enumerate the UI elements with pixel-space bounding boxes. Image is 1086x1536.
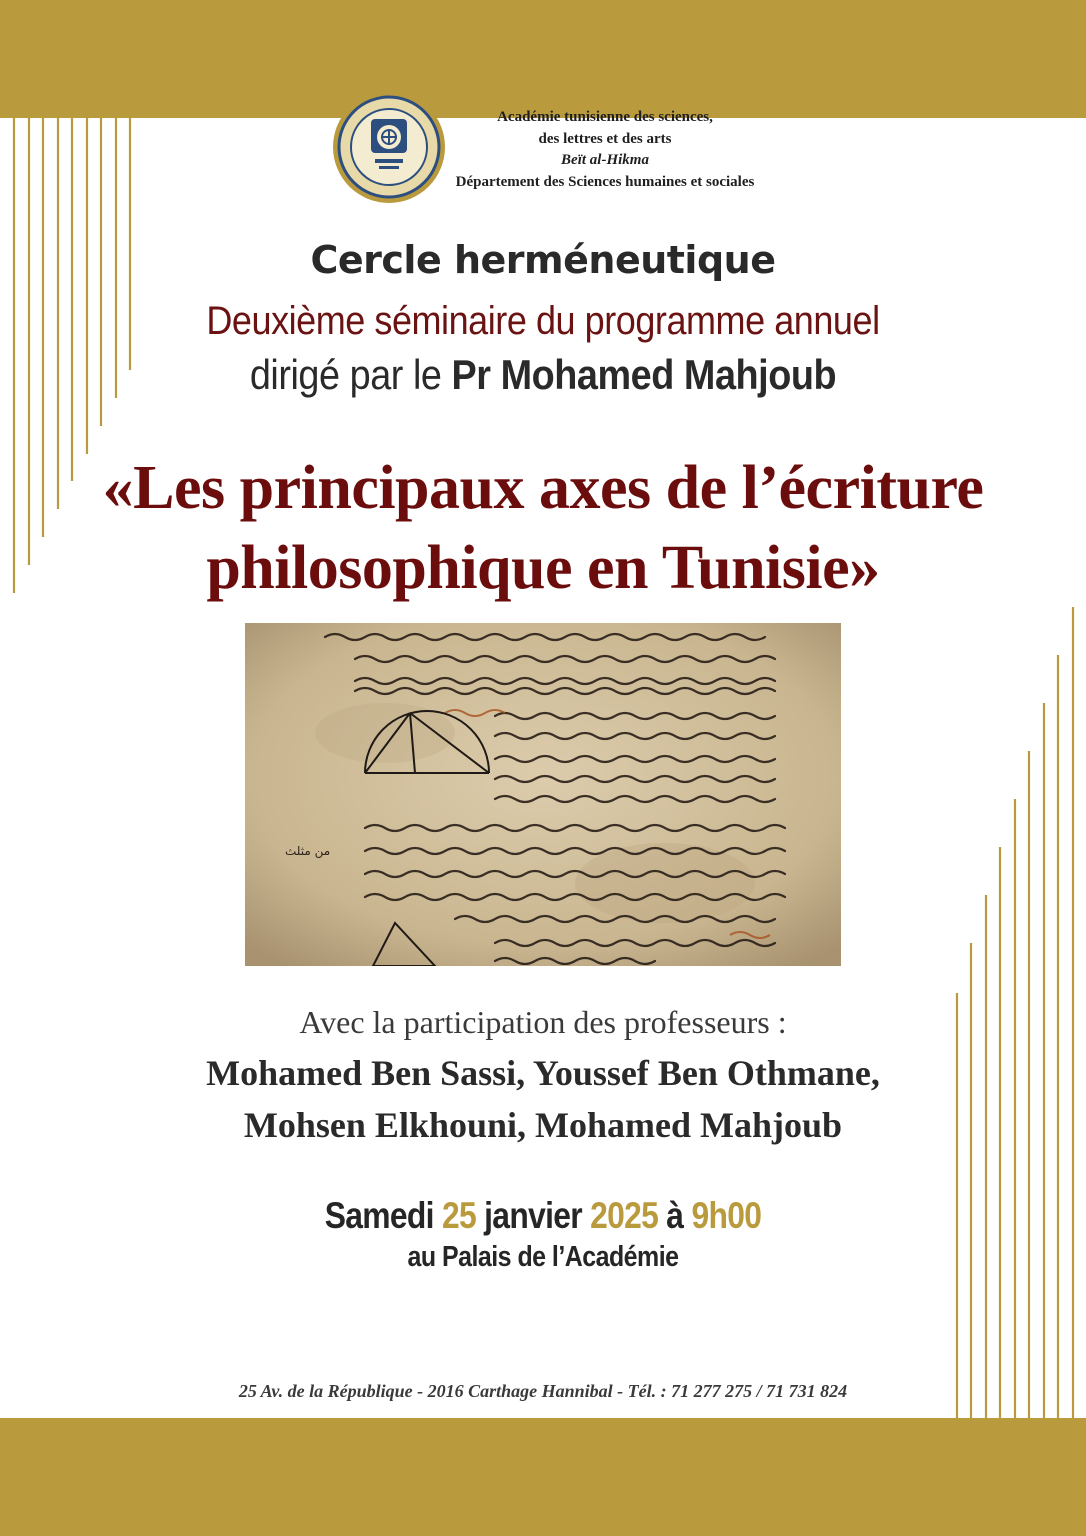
institution-block <box>440 107 770 193</box>
participants-line1: Mohamed Ben Sassi, Youssef Ben Othmane, <box>206 1053 880 1093</box>
seminar-subtitle: Deuxième séminaire du programme annuel <box>206 299 880 343</box>
director-name: Pr Mohamed Mahjoub <box>451 351 837 398</box>
top-gold-band <box>0 0 1086 118</box>
academy-seal-logo <box>331 89 447 205</box>
seminar-title-line1: «Les principaux axes de l’écriture <box>102 454 984 522</box>
department-name: Département des Sciences humaines et sociales <box>455 173 755 190</box>
director-line <box>54 351 1031 399</box>
institution-name-line2: des lettres et des arts <box>538 130 672 147</box>
event-date <box>76 1195 1010 1237</box>
footer-address: 25 Av. de la République - 2016 Carthage Hannibal - Tél. : 71 277 275 / 71 731 824 <box>238 1381 848 1401</box>
series-title: Cercle herméneutique <box>310 238 776 282</box>
director-prefix: dirigé par le <box>249 351 452 398</box>
bottom-gold-band <box>0 1418 1086 1536</box>
event-day: Samedi <box>324 1195 434 1236</box>
seminar-title <box>0 448 1086 608</box>
manuscript-image <box>245 623 841 966</box>
participants-intro: Avec la participation des professeurs : <box>299 1004 787 1040</box>
event-year: 2025 <box>590 1195 659 1236</box>
participants-names <box>0 1047 1086 1151</box>
institution-subtitle: Beït al-Hikma <box>561 152 649 168</box>
event-place: au Palais de l’Académie <box>407 1241 679 1273</box>
institution-name-line1: Académie tunisienne des sciences, <box>497 109 713 125</box>
event-at: à <box>666 1195 684 1236</box>
event-time: 9h00 <box>691 1195 762 1236</box>
event-date-number: 25 <box>441 1195 477 1236</box>
seminar-title-line2: philosophique en Tunisie» <box>206 534 880 602</box>
participants-line2: Mohsen Elkhouni, Mohamed Mahjoub <box>243 1105 843 1145</box>
manuscript-margin-note: من مثلث <box>285 844 331 858</box>
event-month: janvier <box>484 1195 582 1236</box>
